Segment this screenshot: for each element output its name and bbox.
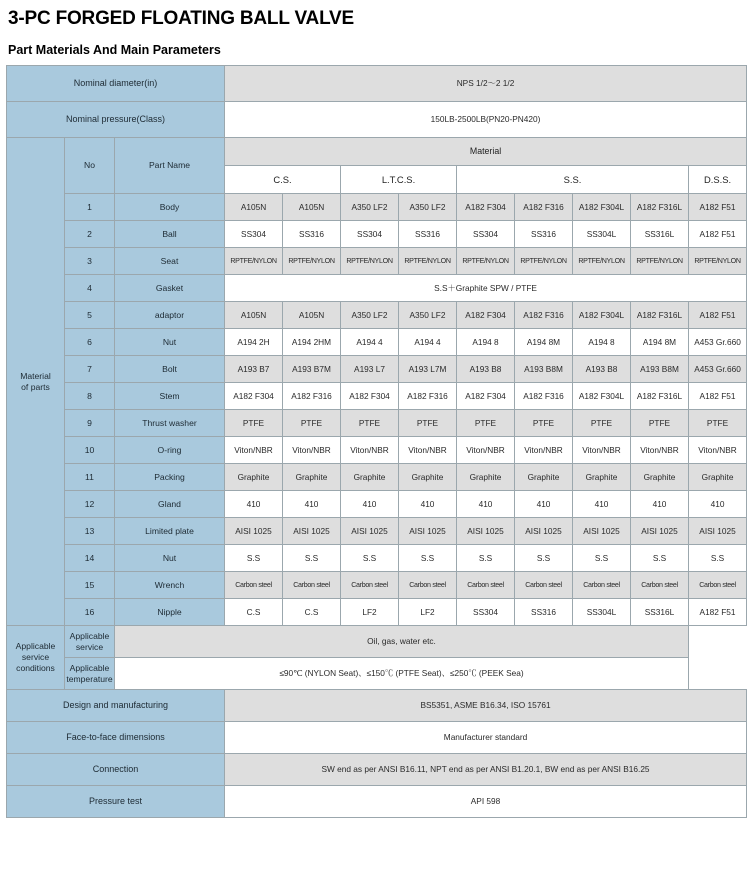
material-row xyxy=(7,599,747,626)
material-value: Carbon steel xyxy=(283,572,341,599)
material-value: PTFE xyxy=(283,410,341,437)
row-number: 2 xyxy=(65,221,115,248)
material-value: PTFE xyxy=(341,410,399,437)
material-value: A182 F51 xyxy=(689,383,747,410)
top-parameter-row xyxy=(7,102,747,138)
material-row xyxy=(7,410,747,437)
material-value: RPTFE/NYLON xyxy=(515,248,573,275)
material-value: RPTFE/NYLON xyxy=(225,248,283,275)
material-value: 410 xyxy=(457,491,515,518)
material-value: PTFE xyxy=(631,410,689,437)
material-value: RPTFE/NYLON xyxy=(399,248,457,275)
material-value: Graphite xyxy=(457,464,515,491)
material-value: RPTFE/NYLON xyxy=(283,248,341,275)
bottom-parameter-value: Manufacturer standard xyxy=(225,722,747,754)
material-value: LF2 xyxy=(341,599,399,626)
material-value: Viton/NBR xyxy=(457,437,515,464)
parameter-value: NPS 1/2～2 1/2 xyxy=(225,66,747,102)
material-value: A194 4 xyxy=(341,329,399,356)
material-value: Carbon steel xyxy=(689,572,747,599)
material-value: SS316 xyxy=(399,221,457,248)
row-number: 6 xyxy=(65,329,115,356)
material-value: A182 F304 xyxy=(225,383,283,410)
material-value: SS316 xyxy=(283,221,341,248)
material-value: A193 B8M xyxy=(631,356,689,383)
material-value: AISI 1025 xyxy=(515,518,573,545)
column-header-no: No xyxy=(65,138,115,194)
material-value: PTFE xyxy=(515,410,573,437)
material-value: C.S xyxy=(225,599,283,626)
material-value: A193 L7 xyxy=(341,356,399,383)
bottom-parameter-value: API 598 xyxy=(225,786,747,818)
material-row xyxy=(7,437,747,464)
material-value: A193 B8M xyxy=(515,356,573,383)
row-number: 10 xyxy=(65,437,115,464)
service-condition-label: Applicable service xyxy=(65,626,115,658)
part-name: Stem xyxy=(115,383,225,410)
material-row xyxy=(7,329,747,356)
material-value: S.S xyxy=(631,545,689,572)
material-value-merged: S.S＋Graphite SPW / PTFE xyxy=(225,275,747,302)
material-value: S.S xyxy=(399,545,457,572)
material-value: C.S xyxy=(283,599,341,626)
row-number: 3 xyxy=(65,248,115,275)
material-value: A194 2HM xyxy=(283,329,341,356)
material-value: Graphite xyxy=(341,464,399,491)
material-value: A193 B7M xyxy=(283,356,341,383)
service-conditions-group-label xyxy=(7,626,65,690)
material-value: A182 F316 xyxy=(515,302,573,329)
bottom-parameter-label: Face-to-face dimensions xyxy=(7,722,225,754)
row-number: 4 xyxy=(65,275,115,302)
material-value: SS304 xyxy=(457,599,515,626)
part-name: Limited plate xyxy=(115,518,225,545)
part-name: Bolt xyxy=(115,356,225,383)
bottom-parameter-value: BS5351, ASME B16.34, ISO 15761 xyxy=(225,690,747,722)
bottom-parameter-label: Design and manufacturing xyxy=(7,690,225,722)
row-number: 11 xyxy=(65,464,115,491)
material-value: S.S xyxy=(573,545,631,572)
material-row xyxy=(7,194,747,221)
material-value: SS316 xyxy=(515,221,573,248)
material-value: A182 F304 xyxy=(457,194,515,221)
section-subtitle: Part Materials And Main Parameters xyxy=(8,43,221,57)
material-value: A194 4 xyxy=(399,329,457,356)
material-value: SS304L xyxy=(573,599,631,626)
material-value: Graphite xyxy=(399,464,457,491)
material-value: Graphite xyxy=(631,464,689,491)
material-value: A182 F316 xyxy=(399,383,457,410)
material-value: A193 B7 xyxy=(225,356,283,383)
material-value: A105N xyxy=(283,302,341,329)
column-header-material: Material xyxy=(225,138,747,166)
material-row xyxy=(7,275,747,302)
material-value: A182 F316L xyxy=(631,194,689,221)
parameter-value: 150LB-2500LB(PN20-PN420) xyxy=(225,102,747,138)
material-value: PTFE xyxy=(399,410,457,437)
material-value: AISI 1025 xyxy=(225,518,283,545)
bottom-parameter-row xyxy=(7,690,747,722)
material-group-header: C.S. xyxy=(225,166,341,194)
material-value: AISI 1025 xyxy=(457,518,515,545)
material-group-header: L.T.C.S. xyxy=(341,166,457,194)
parameter-label: Nominal pressure(Class) xyxy=(7,102,225,138)
bottom-parameter-label: Pressure test xyxy=(7,786,225,818)
service-condition-value: ≤90℃ (NYLON Seat)、≤150℃ (PTFE Seat)、≤250℃ (PEEK Sea) xyxy=(115,658,689,690)
material-value: RPTFE/NYLON xyxy=(457,248,515,275)
material-value: PTFE xyxy=(457,410,515,437)
material-value: Graphite xyxy=(573,464,631,491)
part-name: Seat xyxy=(115,248,225,275)
material-value: A453 Gr.660 xyxy=(689,329,747,356)
material-value: A182 F316L xyxy=(631,302,689,329)
material-row xyxy=(7,545,747,572)
material-value: A194 8 xyxy=(457,329,515,356)
material-row xyxy=(7,518,747,545)
material-row xyxy=(7,221,747,248)
part-name: Nut xyxy=(115,329,225,356)
material-row xyxy=(7,572,747,599)
material-value: SS316L xyxy=(631,221,689,248)
material-value: A350 LF2 xyxy=(341,302,399,329)
part-name: O-ring xyxy=(115,437,225,464)
parameter-label: Nominal diameter(in) xyxy=(7,66,225,102)
part-name: Packing xyxy=(115,464,225,491)
material-row xyxy=(7,248,747,275)
material-value: Carbon steel xyxy=(631,572,689,599)
material-value: A193 L7M xyxy=(399,356,457,383)
material-value: SS316 xyxy=(515,599,573,626)
material-value: Viton/NBR xyxy=(341,437,399,464)
material-value: 410 xyxy=(341,491,399,518)
material-value: A182 F304L xyxy=(573,383,631,410)
material-value: A182 F304 xyxy=(457,302,515,329)
material-value: 410 xyxy=(225,491,283,518)
material-value: Viton/NBR xyxy=(399,437,457,464)
material-value: A350 LF2 xyxy=(399,194,457,221)
material-row xyxy=(7,491,747,518)
material-value: S.S xyxy=(457,545,515,572)
material-value: A105N xyxy=(225,194,283,221)
material-value: A182 F316L xyxy=(631,383,689,410)
row-number: 12 xyxy=(65,491,115,518)
bottom-parameter-row xyxy=(7,786,747,818)
material-value: A182 F304 xyxy=(457,383,515,410)
material-value: A182 F316 xyxy=(515,194,573,221)
material-value: PTFE xyxy=(573,410,631,437)
top-parameter-row xyxy=(7,66,747,102)
material-value: S.S xyxy=(515,545,573,572)
spec-sheet-page xyxy=(0,6,750,818)
row-number: 8 xyxy=(65,383,115,410)
material-value: Carbon steel xyxy=(399,572,457,599)
material-group-header: S.S. xyxy=(457,166,689,194)
material-value: Carbon steel xyxy=(225,572,283,599)
part-name: Gasket xyxy=(115,275,225,302)
material-group-header: D.S.S. xyxy=(689,166,747,194)
material-value: A193 B8 xyxy=(457,356,515,383)
material-value: AISI 1025 xyxy=(341,518,399,545)
material-value: LF2 xyxy=(399,599,457,626)
material-value: AISI 1025 xyxy=(689,518,747,545)
material-value: AISI 1025 xyxy=(399,518,457,545)
row-number: 7 xyxy=(65,356,115,383)
material-value: S.S xyxy=(689,545,747,572)
material-row xyxy=(7,356,747,383)
material-value: A182 F316 xyxy=(515,383,573,410)
material-value: SS304 xyxy=(225,221,283,248)
material-value: A182 F51 xyxy=(689,221,747,248)
material-value: RPTFE/NYLON xyxy=(689,248,747,275)
row-number: 13 xyxy=(65,518,115,545)
side-label-material-of-parts xyxy=(7,138,65,626)
material-value: A105N xyxy=(225,302,283,329)
material-value: 410 xyxy=(283,491,341,518)
part-name: Body xyxy=(115,194,225,221)
material-value: A350 LF2 xyxy=(341,194,399,221)
part-name: adaptor xyxy=(115,302,225,329)
material-value: Carbon steel xyxy=(515,572,573,599)
material-value: Viton/NBR xyxy=(225,437,283,464)
material-value: A182 F51 xyxy=(689,194,747,221)
material-value: S.S xyxy=(225,545,283,572)
material-value: A182 F304L xyxy=(573,194,631,221)
side-label-line1: Material xyxy=(20,370,51,381)
page-title: 3-PC FORGED FLOATING BALL VALVE xyxy=(8,8,355,29)
material-value: A193 B8 xyxy=(573,356,631,383)
row-number: 16 xyxy=(65,599,115,626)
material-value: SS304 xyxy=(457,221,515,248)
material-value: A350 LF2 xyxy=(399,302,457,329)
material-value: AISI 1025 xyxy=(631,518,689,545)
material-value: PTFE xyxy=(689,410,747,437)
material-value: A194 8M xyxy=(515,329,573,356)
bottom-parameter-row xyxy=(7,722,747,754)
bottom-parameter-row xyxy=(7,754,747,786)
material-value: 410 xyxy=(631,491,689,518)
material-value: S.S xyxy=(283,545,341,572)
service-condition-row xyxy=(7,626,747,658)
material-value: RPTFE/NYLON xyxy=(573,248,631,275)
material-row xyxy=(7,302,747,329)
service-group-line2: conditions xyxy=(16,663,55,673)
material-value: 410 xyxy=(515,491,573,518)
part-name: Ball xyxy=(115,221,225,248)
material-value: SS316L xyxy=(631,599,689,626)
material-value: A105N xyxy=(283,194,341,221)
service-condition-row xyxy=(7,658,747,690)
material-value: Graphite xyxy=(225,464,283,491)
material-value: 410 xyxy=(689,491,747,518)
material-value: A194 8 xyxy=(573,329,631,356)
material-value: A194 8M xyxy=(631,329,689,356)
material-header-row xyxy=(7,138,747,166)
row-number: 1 xyxy=(65,194,115,221)
material-value: Viton/NBR xyxy=(689,437,747,464)
material-value: 410 xyxy=(573,491,631,518)
row-number: 14 xyxy=(65,545,115,572)
material-value: A182 F304L xyxy=(573,302,631,329)
material-value: A182 F51 xyxy=(689,599,747,626)
bottom-parameter-value: SW end as per ANSI B16.11, NPT end as per ANSI B1.20.1, BW end as per ANSI B16.25 xyxy=(225,754,747,786)
material-value: Graphite xyxy=(515,464,573,491)
part-name: Wrench xyxy=(115,572,225,599)
row-number: 5 xyxy=(65,302,115,329)
material-value: Graphite xyxy=(689,464,747,491)
material-value: A182 F316 xyxy=(283,383,341,410)
material-row xyxy=(7,464,747,491)
part-name: Gland xyxy=(115,491,225,518)
material-value: AISI 1025 xyxy=(283,518,341,545)
material-value: PTFE xyxy=(225,410,283,437)
material-value: Viton/NBR xyxy=(515,437,573,464)
row-number: 9 xyxy=(65,410,115,437)
material-value: S.S xyxy=(341,545,399,572)
service-condition-label: Applicable temperature xyxy=(65,658,115,690)
material-value: Viton/NBR xyxy=(631,437,689,464)
part-name: Thrust washer xyxy=(115,410,225,437)
material-value: A453 Gr.660 xyxy=(689,356,747,383)
material-value: Carbon steel xyxy=(457,572,515,599)
service-group-line1: Applicable service xyxy=(15,641,56,662)
material-value: AISI 1025 xyxy=(573,518,631,545)
material-value: Carbon steel xyxy=(341,572,399,599)
material-value: Viton/NBR xyxy=(283,437,341,464)
column-header-part-name: Part Name xyxy=(115,138,225,194)
material-value: A194 2H xyxy=(225,329,283,356)
material-value: Viton/NBR xyxy=(573,437,631,464)
specification-table xyxy=(6,65,747,818)
bottom-parameter-label: Connection xyxy=(7,754,225,786)
row-number: 15 xyxy=(65,572,115,599)
part-name: Nipple xyxy=(115,599,225,626)
material-value: A182 F51 xyxy=(689,302,747,329)
material-value: Carbon steel xyxy=(573,572,631,599)
material-value: A182 F304 xyxy=(341,383,399,410)
material-value: RPTFE/NYLON xyxy=(341,248,399,275)
service-condition-value: Oil, gas, water etc. xyxy=(115,626,689,658)
material-row xyxy=(7,383,747,410)
material-value: RPTFE/NYLON xyxy=(631,248,689,275)
part-name: Nut xyxy=(115,545,225,572)
material-value: Graphite xyxy=(283,464,341,491)
material-value: SS304L xyxy=(573,221,631,248)
material-value: SS304 xyxy=(341,221,399,248)
material-value: 410 xyxy=(399,491,457,518)
side-label-line2: of parts xyxy=(21,381,50,392)
